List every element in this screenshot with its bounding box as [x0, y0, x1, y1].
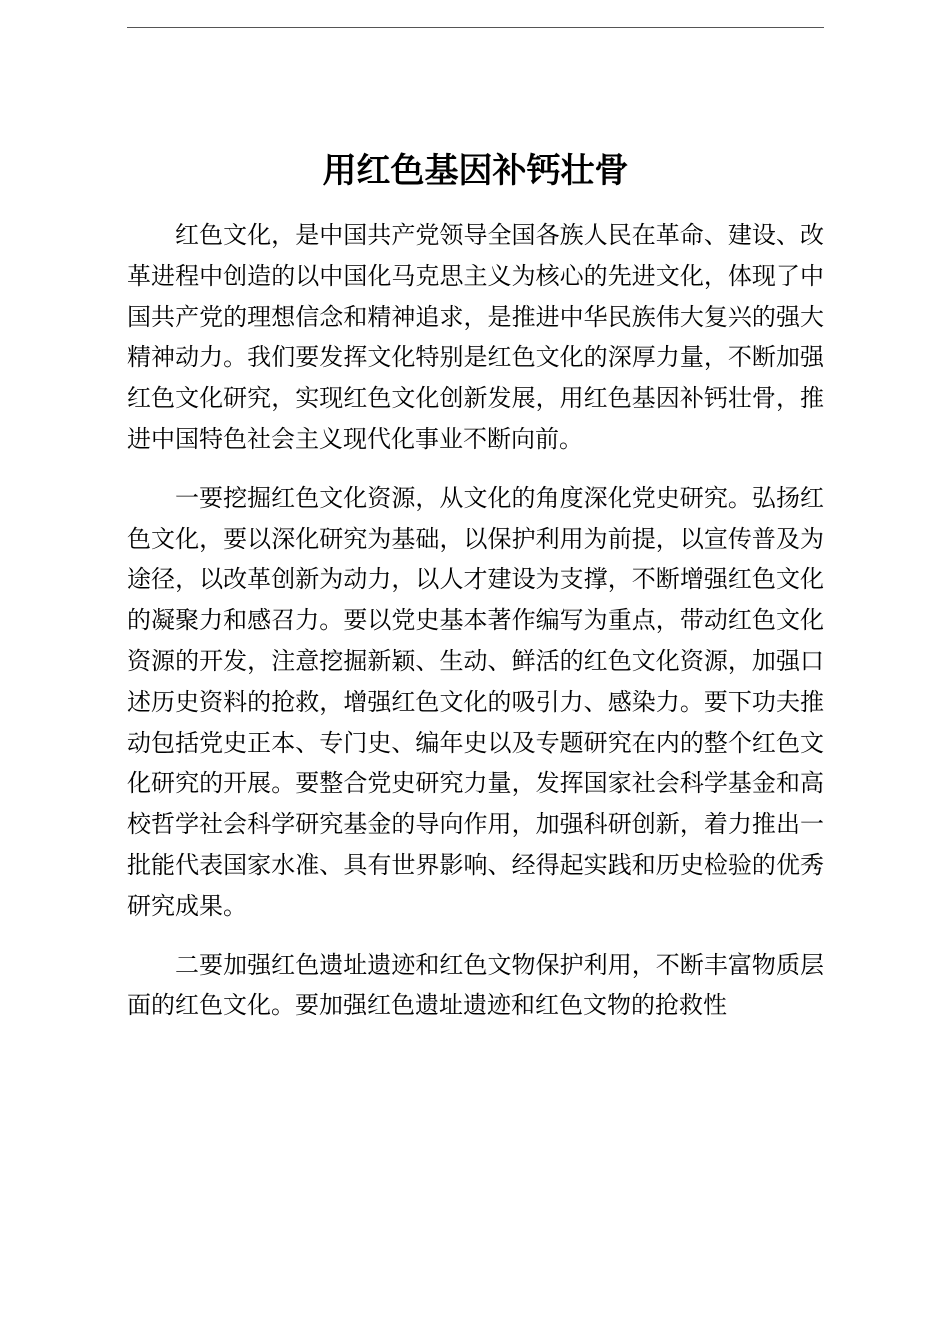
document-title: 用红色基因补钙壮骨	[322, 151, 629, 191]
paragraph-intro: 红色文化，是中国共产党领导全国各族人民在革命、建设、改革进程中创造的以中国化马克思主义为核心的先进文化，体现了中国共产党的理想信念和精神追求，是推进中华民族伟大复兴的强大精神动力。我们要发挥文化特别是红色文化的深厚力量，不断加强红色文化研究，实现红色文化创新发展，用红色基因补钙壮骨，推进中国特色社会主义现代化事业不断向前。	[127, 221, 824, 453]
header-rule	[127, 27, 824, 28]
document-body	[127, 215, 824, 1044]
paragraph-point-two: 二要加强红色遗址遗迹和红色文物保护利用，不断丰富物质层面的红色文化。要加强红色遗址遗迹和红色文物的抢救性	[127, 950, 824, 1020]
paragraph-point-one: 一要挖掘红色文化资源，从文化的角度深化党史研究。弘扬红色文化，要以深化研究为基础，以保护利用为前提，以宣传普及为途径，以改革创新为动力，以人才建设为支撑，不断增强红色文化的凝聚力和感召力。要以党史基本著作编写为重点，带动红色文化资源的开发，注意挖掘新颖、生动、鲜活的红色文化资源，加强口述历史资料的抢救，增强红色文化的吸引力、感染力。要下功夫推动包括党史正本、专门史、编年史以及专题研究在内的整个红色文化研究的开展。要整合党史研究力量，发挥国家社会科学基金和高校哲学社会科学研究基金的导向作用，加强科研创新，着力推出一批能代表国家水准、具有世界影响、经得起实践和历史检验的优秀研究成果。	[127, 483, 824, 920]
